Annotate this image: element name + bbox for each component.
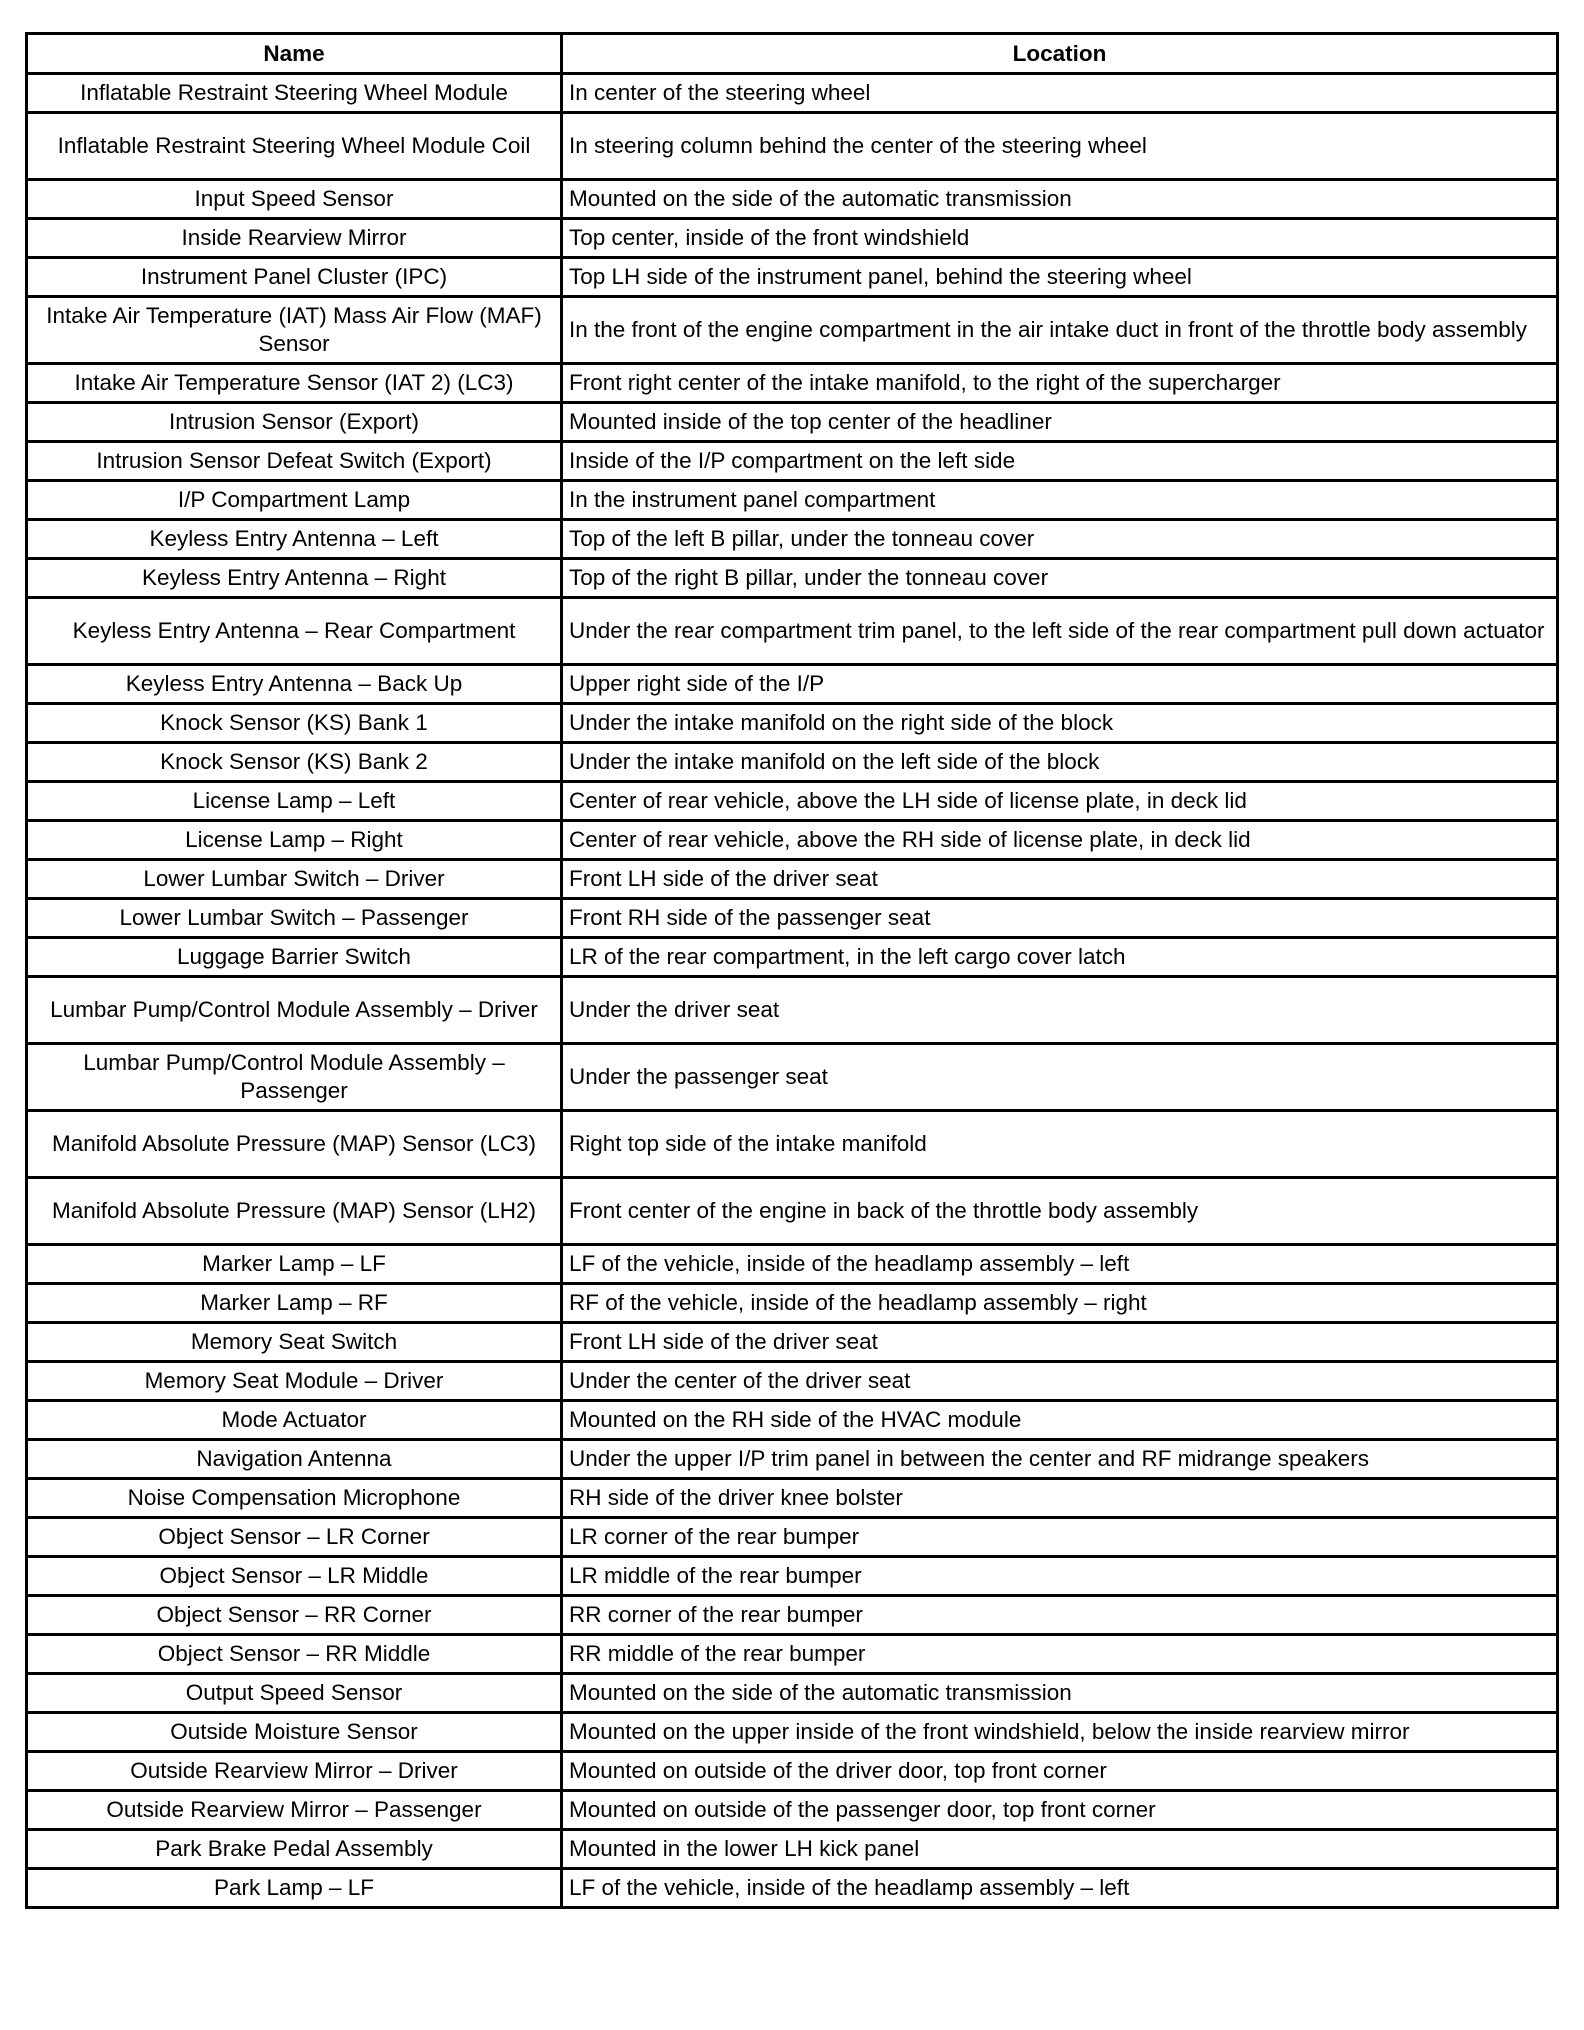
component-location-cell: Mounted on the RH side of the HVAC module	[562, 1401, 1558, 1440]
component-name-cell: Lower Lumbar Switch – Driver	[27, 860, 562, 899]
component-name-cell: Outside Rearview Mirror – Driver	[27, 1752, 562, 1791]
component-location-cell: LF of the vehicle, inside of the headlamp assembly – left	[562, 1245, 1558, 1284]
table-row	[27, 1362, 1558, 1401]
component-location-cell: Mounted in the lower LH kick panel	[562, 1830, 1558, 1869]
component-location-cell: RR middle of the rear bumper	[562, 1635, 1558, 1674]
table-row	[27, 598, 1558, 665]
component-name-cell: Lumbar Pump/Control Module Assembly – Passenger	[27, 1044, 562, 1111]
table-row	[27, 782, 1558, 821]
component-location-table	[25, 32, 1559, 1909]
component-name-cell: Mode Actuator	[27, 1401, 562, 1440]
component-location-cell: Mounted on outside of the driver door, top front corner	[562, 1752, 1558, 1791]
component-location-cell: Inside of the I/P compartment on the left side	[562, 442, 1558, 481]
table-row	[27, 219, 1558, 258]
table-row	[27, 938, 1558, 977]
component-name-cell: Keyless Entry Antenna – Back Up	[27, 665, 562, 704]
component-location-cell: Front right center of the intake manifold, to the right of the supercharger	[562, 364, 1558, 403]
component-location-cell: Front center of the engine in back of the throttle body assembly	[562, 1178, 1558, 1245]
table-row	[27, 1713, 1558, 1752]
name-column-header: Name	[27, 34, 562, 74]
table-row	[27, 1752, 1558, 1791]
table-row	[27, 1635, 1558, 1674]
table-header	[27, 34, 1558, 74]
component-location-cell: LR corner of the rear bumper	[562, 1518, 1558, 1557]
component-location-cell: Under the intake manifold on the right side of the block	[562, 704, 1558, 743]
component-name-cell: Instrument Panel Cluster (IPC)	[27, 258, 562, 297]
component-name-cell: Outside Rearview Mirror – Passenger	[27, 1791, 562, 1830]
location-column-header: Location	[562, 34, 1558, 74]
component-name-cell: Intrusion Sensor (Export)	[27, 403, 562, 442]
component-name-cell: Object Sensor – RR Corner	[27, 1596, 562, 1635]
component-name-cell: Lumbar Pump/Control Module Assembly – Driver	[27, 977, 562, 1044]
component-name-cell: Input Speed Sensor	[27, 180, 562, 219]
component-location-cell: Front RH side of the passenger seat	[562, 899, 1558, 938]
component-name-cell: Keyless Entry Antenna – Right	[27, 559, 562, 598]
table-row	[27, 743, 1558, 782]
component-name-cell: I/P Compartment Lamp	[27, 481, 562, 520]
table-body	[27, 74, 1558, 1908]
table-row	[27, 1596, 1558, 1635]
table-row	[27, 364, 1558, 403]
table-row	[27, 899, 1558, 938]
table-row	[27, 860, 1558, 899]
table-row	[27, 821, 1558, 860]
table-row	[27, 74, 1558, 113]
component-location-cell: In center of the steering wheel	[562, 74, 1558, 113]
component-name-cell: Marker Lamp – RF	[27, 1284, 562, 1323]
component-location-cell: Under the driver seat	[562, 977, 1558, 1044]
table-row	[27, 1869, 1558, 1908]
component-location-cell: Mounted inside of the top center of the headliner	[562, 403, 1558, 442]
component-location-cell: Top of the right B pillar, under the tonneau cover	[562, 559, 1558, 598]
table-row	[27, 1323, 1558, 1362]
table-row	[27, 1111, 1558, 1178]
component-location-cell: Mounted on outside of the passenger door, top front corner	[562, 1791, 1558, 1830]
component-location-cell: Top center, inside of the front windshield	[562, 219, 1558, 258]
component-name-cell: Keyless Entry Antenna – Rear Compartment	[27, 598, 562, 665]
table-row	[27, 1245, 1558, 1284]
component-location-cell: In steering column behind the center of the steering wheel	[562, 113, 1558, 180]
table-row	[27, 1044, 1558, 1111]
table-row	[27, 1791, 1558, 1830]
component-location-cell: LR of the rear compartment, in the left cargo cover latch	[562, 938, 1558, 977]
component-name-cell: Knock Sensor (KS) Bank 1	[27, 704, 562, 743]
component-name-cell: Luggage Barrier Switch	[27, 938, 562, 977]
component-name-cell: Inflatable Restraint Steering Wheel Module Coil	[27, 113, 562, 180]
component-name-cell: Intake Air Temperature (IAT) Mass Air Flow (MAF) Sensor	[27, 297, 562, 364]
component-location-cell: Right top side of the intake manifold	[562, 1111, 1558, 1178]
component-name-cell: Intake Air Temperature Sensor (IAT 2) (LC3)	[27, 364, 562, 403]
component-name-cell: Knock Sensor (KS) Bank 2	[27, 743, 562, 782]
component-name-cell: Memory Seat Switch	[27, 1323, 562, 1362]
table-row	[27, 1401, 1558, 1440]
table-row	[27, 1440, 1558, 1479]
component-location-cell: Under the rear compartment trim panel, to the left side of the rear compartment pull down actuator	[562, 598, 1558, 665]
component-name-cell: Manifold Absolute Pressure (MAP) Sensor (LH2)	[27, 1178, 562, 1245]
table-row	[27, 1557, 1558, 1596]
component-location-cell: Mounted on the side of the automatic transmission	[562, 1674, 1558, 1713]
table-row	[27, 520, 1558, 559]
table-row	[27, 559, 1558, 598]
component-name-cell: Lower Lumbar Switch – Passenger	[27, 899, 562, 938]
component-location-cell: In the instrument panel compartment	[562, 481, 1558, 520]
component-name-cell: Object Sensor – RR Middle	[27, 1635, 562, 1674]
component-location-cell: LF of the vehicle, inside of the headlamp assembly – left	[562, 1869, 1558, 1908]
table-row	[27, 1830, 1558, 1869]
component-name-cell: Object Sensor – LR Middle	[27, 1557, 562, 1596]
component-name-cell: Keyless Entry Antenna – Left	[27, 520, 562, 559]
component-location-cell: Center of rear vehicle, above the LH side of license plate, in deck lid	[562, 782, 1558, 821]
component-name-cell: Object Sensor – LR Corner	[27, 1518, 562, 1557]
table-row	[27, 977, 1558, 1044]
component-location-table-container	[25, 32, 1556, 1909]
table-row	[27, 1518, 1558, 1557]
component-location-cell: LR middle of the rear bumper	[562, 1557, 1558, 1596]
component-name-cell: Manifold Absolute Pressure (MAP) Sensor (LC3)	[27, 1111, 562, 1178]
component-location-cell: Center of rear vehicle, above the RH side of license plate, in deck lid	[562, 821, 1558, 860]
component-name-cell: Navigation Antenna	[27, 1440, 562, 1479]
component-name-cell: Memory Seat Module – Driver	[27, 1362, 562, 1401]
table-row	[27, 258, 1558, 297]
table-row	[27, 1178, 1558, 1245]
component-location-cell: Front LH side of the driver seat	[562, 1323, 1558, 1362]
component-location-cell: Under the center of the driver seat	[562, 1362, 1558, 1401]
component-location-cell: RR corner of the rear bumper	[562, 1596, 1558, 1635]
component-location-cell: Mounted on the upper inside of the front windshield, below the inside rearview mirror	[562, 1713, 1558, 1752]
table-row	[27, 481, 1558, 520]
component-name-cell: Park Lamp – LF	[27, 1869, 562, 1908]
component-location-cell: Mounted on the side of the automatic transmission	[562, 180, 1558, 219]
table-row	[27, 1284, 1558, 1323]
table-row	[27, 403, 1558, 442]
header-row	[27, 34, 1558, 74]
component-location-cell: RF of the vehicle, inside of the headlamp assembly – right	[562, 1284, 1558, 1323]
table-row	[27, 1479, 1558, 1518]
component-location-cell: RH side of the driver knee bolster	[562, 1479, 1558, 1518]
component-location-cell: Under the intake manifold on the left side of the block	[562, 743, 1558, 782]
component-name-cell: License Lamp – Right	[27, 821, 562, 860]
table-row	[27, 1674, 1558, 1713]
component-name-cell: License Lamp – Left	[27, 782, 562, 821]
component-name-cell: Inside Rearview Mirror	[27, 219, 562, 258]
component-name-cell: Inflatable Restraint Steering Wheel Module	[27, 74, 562, 113]
component-location-cell: In the front of the engine compartment in the air intake duct in front of the throttle body assembly	[562, 297, 1558, 364]
component-location-cell: Top of the left B pillar, under the tonneau cover	[562, 520, 1558, 559]
component-name-cell: Marker Lamp – LF	[27, 1245, 562, 1284]
component-name-cell: Intrusion Sensor Defeat Switch (Export)	[27, 442, 562, 481]
component-location-cell: Front LH side of the driver seat	[562, 860, 1558, 899]
component-location-cell: Under the upper I/P trim panel in between the center and RF midrange speakers	[562, 1440, 1558, 1479]
table-row	[27, 297, 1558, 364]
table-row	[27, 442, 1558, 481]
component-location-cell: Upper right side of the I/P	[562, 665, 1558, 704]
table-row	[27, 113, 1558, 180]
table-row	[27, 665, 1558, 704]
component-location-cell: Under the passenger seat	[562, 1044, 1558, 1111]
component-location-cell: Top LH side of the instrument panel, behind the steering wheel	[562, 258, 1558, 297]
component-name-cell: Park Brake Pedal Assembly	[27, 1830, 562, 1869]
component-name-cell: Noise Compensation Microphone	[27, 1479, 562, 1518]
component-name-cell: Output Speed Sensor	[27, 1674, 562, 1713]
table-row	[27, 704, 1558, 743]
table-row	[27, 180, 1558, 219]
component-name-cell: Outside Moisture Sensor	[27, 1713, 562, 1752]
